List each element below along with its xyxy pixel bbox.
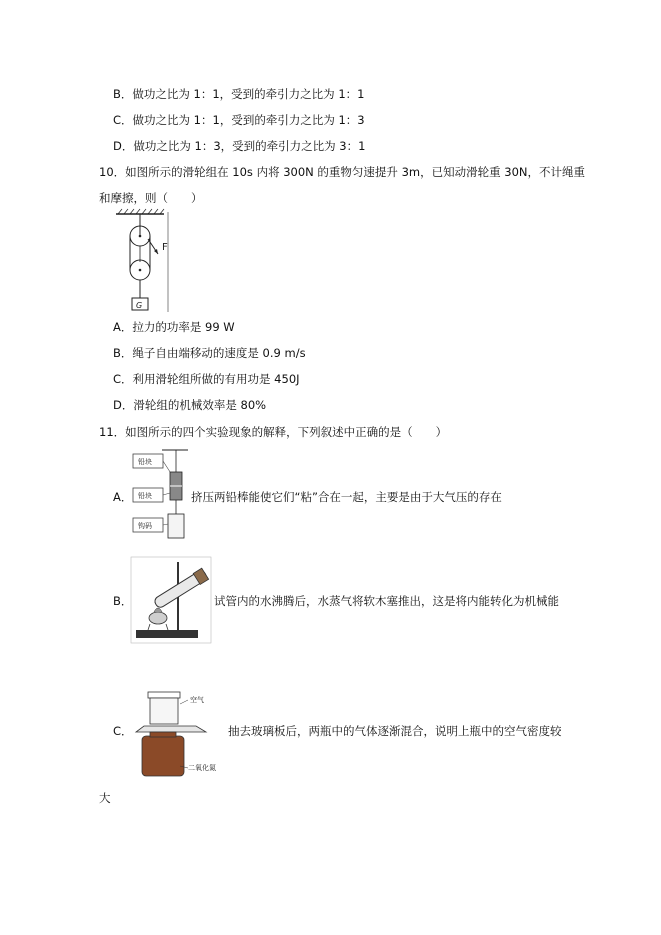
q11-option-a-letter: A． (113, 490, 133, 504)
q11-option-b-letter: B． (113, 594, 133, 608)
q9-option-b: B．做功之比为 1：1，受到的牵引力之比为 1：1 (113, 87, 365, 101)
q11-option-c-text: 抽去玻璃板后，两瓶中的气体逐渐混合，说明上瓶中的空气密度较 (228, 724, 562, 738)
no2-label: 二氧化氮 (188, 764, 216, 772)
q10-option-a: A．拉力的功率是 99 W (113, 320, 235, 334)
q10-option-c: C．利用滑轮组所做的有用功是 450J (113, 372, 300, 386)
weight-label: G (136, 301, 143, 310)
lead-block-label-top: 铅块 (138, 458, 152, 466)
q11-option-c-letter: C． (113, 724, 133, 738)
q11-stem: 11．如图所示的四个实验现象的解释，下列叙述中正确的是（ ） (99, 425, 448, 439)
q11-option-b-text: 试管内的水沸腾后，水蒸气将软木塞推出，这是将内能转化为机械能 (214, 594, 559, 608)
weight-label-figure: 钩码 (138, 522, 152, 530)
test-tube-figure (130, 556, 212, 644)
q10-option-d: D．滑轮组的机械效率是 80% (113, 398, 267, 412)
lead-block-label-bottom: 铅块 (138, 492, 152, 500)
q11-option-a-text: 挤压两铅棒能使它们“粘”合在一起，主要是由于大气压的存在 (191, 490, 502, 504)
gas-jars-figure (132, 688, 222, 780)
q10-stem-line2: 和摩擦，则（ ） (99, 191, 203, 205)
q10-stem-line1: 10．如图所示的滑轮组在 10s 内将 300N 的重物匀速提升 3m，已知动滑轮重 30N，不计绳重 (99, 165, 585, 179)
q9-option-d: D．做功之比为 1：3，受到的牵引力之比为 3：1 (113, 139, 366, 153)
q9-option-c: C．做功之比为 1：1，受到的牵引力之比为 1：3 (113, 113, 365, 127)
air-label: 空气 (190, 696, 204, 704)
lead-blocks-figure (132, 448, 190, 542)
q10-option-b: B．绳子自由端移动的速度是 0.9 m/s (113, 346, 306, 360)
q11-option-c-text-cont: 大 (99, 791, 111, 805)
force-label: F (162, 242, 168, 253)
pulley-system-figure (112, 208, 174, 314)
